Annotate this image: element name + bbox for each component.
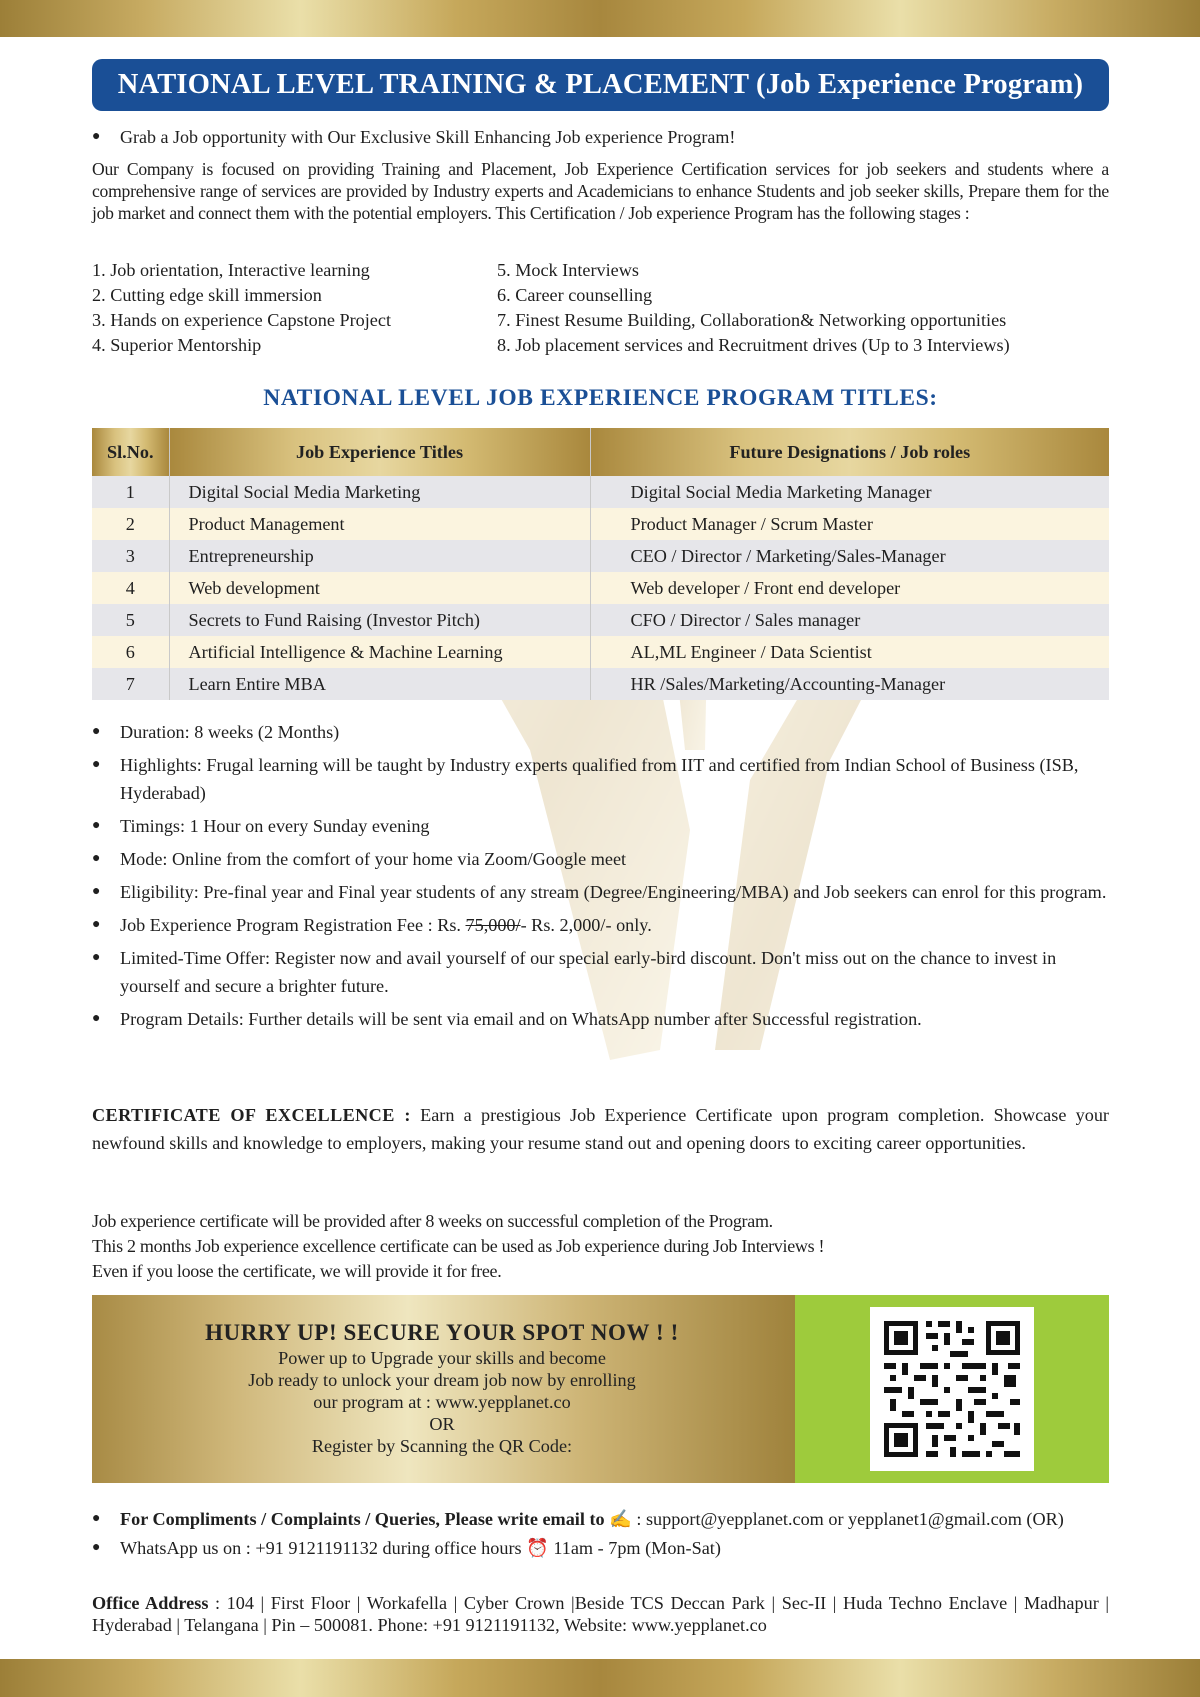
cell-sl-no: 1	[92, 476, 169, 508]
cell-title: Digital Social Media Marketing	[169, 476, 590, 508]
office-address	[92, 1592, 1109, 1636]
cta-website[interactable]: our program at : www.yepplanet.co	[313, 1392, 571, 1412]
intro-bullet-text: Grab a Job opportunity with Our Exclusive Skill Enhancing Job experience Program!	[120, 127, 736, 147]
bullet-icon: ●	[92, 129, 101, 144]
certificate-note: Job experience certificate will be provided after 8 weeks on successful completion of the Program.	[92, 1211, 773, 1231]
table-header-row	[92, 428, 1109, 476]
cell-roles: Product Manager / Scrum Master	[590, 508, 1109, 540]
cell-roles: HR /Sales/Marketing/Accounting-Manager	[590, 668, 1109, 700]
qr-code-graphic	[870, 1307, 1034, 1471]
certificate-text: Earn a prestigious Job Experience Certificate upon program completion. Showcase your newfound skills and knowledge to employers, making your resume stand out and opening doors to exciting career opportunities.	[92, 1105, 1109, 1153]
cell-title: Web development	[169, 572, 590, 604]
cta-banner	[92, 1295, 1109, 1483]
cta-title: HURRY UP! SECURE YOUR SPOT NOW ! !	[205, 1320, 679, 1345]
offer-text: Limited-Time Offer: Register now and avail yourself of our special early-bird discount. Don't miss out on the chance to invest in yourself and secure a brighter future.	[120, 948, 1057, 996]
program-titles-heading: NATIONAL LEVEL JOB EXPERIENCE PROGRAM TITLES:	[263, 385, 938, 411]
stage-item: 4. Superior Mentorship	[92, 335, 262, 355]
qr-code-icon[interactable]	[870, 1307, 1034, 1471]
mode-text: Mode: Online from the comfort of your home via Zoom/Google meet	[120, 849, 627, 869]
cell-sl-no: 6	[92, 636, 169, 668]
cell-title: Learn Entire MBA	[169, 668, 590, 700]
duration-text: Duration: 8 weeks (2 Months)	[120, 722, 340, 742]
cell-sl-no: 5	[92, 604, 169, 636]
stage-item: 8. Job placement services and Recruitment drives (Up to 3 Interviews)	[497, 335, 1010, 355]
bullet-icon: ●	[92, 884, 101, 899]
office-address-text: : 104 | First Floor | Workafella | Cyber Crown |Beside TCS Deccan Park | Sec-II | Huda Techno Enclave | Madhapur | Hyderabad | Telangana | Pin – 500081. Phone: +91 9121191132, Website: www.yepplanet.co	[92, 1593, 1109, 1635]
list-item	[92, 1005, 1109, 1033]
email-label: For Compliments / Complaints / Queries, Please write email to	[120, 1509, 605, 1529]
highlights-text: Highlights: Frugal learning will be taught by Industry experts qualified from IIT and certified from Indian School of Business (ISB, Hyderabad)	[120, 755, 1079, 803]
contact-section	[92, 1508, 1109, 1559]
cta-line: OR	[429, 1414, 455, 1434]
table-row	[92, 572, 1109, 604]
certificate-notes	[92, 1209, 1109, 1284]
cell-title: Entrepreneurship	[169, 540, 590, 572]
bullet-icon: ●	[92, 1511, 101, 1526]
list-item	[92, 751, 1109, 807]
whatsapp-text: WhatsApp us on : +91 9121191132 during office hours	[120, 1538, 522, 1558]
fee-prefix: Job Experience Program Registration Fee : Rs.	[120, 915, 466, 935]
cell-sl-no: 2	[92, 508, 169, 540]
cta-text-block	[157, 1322, 727, 1457]
bullet-icon: ●	[92, 757, 101, 772]
stages-right-column	[497, 258, 1117, 358]
bullet-icon: ●	[92, 1011, 101, 1026]
column-header-roles: Future Designations / Job roles	[590, 428, 1109, 476]
certificate-label: CERTIFICATE OF EXCELLENCE :	[92, 1105, 411, 1125]
certificate-note: Even if you loose the certificate, we will provide it for free.	[92, 1261, 502, 1281]
page-title: NATIONAL LEVEL TRAINING & PLACEMENT (Job Experience Program)	[117, 69, 1084, 100]
bullet-icon: ●	[92, 1540, 101, 1555]
page-title-banner	[92, 59, 1109, 111]
list-item	[92, 944, 1109, 1000]
stage-item: 3. Hands on experience Capstone Project	[92, 310, 391, 330]
office-hours: 11am - 7pm (Mon-Sat)	[548, 1538, 721, 1558]
list-item	[92, 1537, 1109, 1559]
cell-sl-no: 7	[92, 668, 169, 700]
bullet-icon: ●	[92, 818, 101, 833]
table-row	[92, 636, 1109, 668]
fee-old-price: 75,000/	[465, 915, 521, 935]
bullet-icon: ●	[92, 724, 101, 739]
email-addresses[interactable]: : support@yepplanet.com or yepplanet1@gmail.com (OR)	[631, 1509, 1064, 1529]
intro-paragraph: Our Company is focused on providing Training and Placement, Job Experience Certification services for job seekers and students where a comprehensive range of services are provided by Industry experts and Academicians to enhance Students and job seeker skills, Prepare them for the job market and connect them with the potential employers. This Certification / Job experience Program has the following stages :	[92, 159, 1109, 223]
column-header-titles: Job Experience Titles	[169, 428, 590, 476]
certificate-note: This 2 months Job experience excellence certificate can be used as Job experience during Job Interviews !	[92, 1236, 825, 1256]
table-row	[92, 540, 1109, 572]
list-item	[92, 911, 1109, 939]
list-item	[92, 1508, 1109, 1530]
cell-roles: CEO / Director / Marketing/Sales-Manager	[590, 540, 1109, 572]
cell-roles: Web developer / Front end developer	[590, 572, 1109, 604]
program-titles-table	[92, 428, 1109, 700]
list-item	[92, 878, 1109, 906]
column-header-sl-no: Sl.No.	[92, 428, 169, 476]
writing-hand-icon: ✍	[609, 1509, 632, 1529]
top-gold-band	[0, 0, 1200, 37]
table-row	[92, 508, 1109, 540]
alarm-clock-icon: ⏰	[526, 1538, 549, 1558]
stage-item: 2. Cutting edge skill immersion	[92, 285, 322, 305]
certificate-paragraph	[92, 1101, 1109, 1157]
cell-sl-no: 3	[92, 540, 169, 572]
office-label: Office Address	[92, 1593, 209, 1613]
cell-title: Artificial Intelligence & Machine Learning	[169, 636, 590, 668]
timings-text: Timings: 1 Hour on every Sunday evening	[120, 816, 430, 836]
bullet-icon: ●	[92, 851, 101, 866]
stages-left-column	[92, 258, 492, 358]
bullet-icon: ●	[92, 917, 101, 932]
stage-item: 5. Mock Interviews	[497, 260, 639, 280]
program-details-text: Program Details: Further details will be sent via email and on WhatsApp number after Successful registration.	[120, 1009, 922, 1029]
cta-line: Job ready to unlock your dream job now by enrolling	[248, 1370, 636, 1390]
list-item	[92, 845, 1109, 873]
bottom-gold-band	[0, 1659, 1200, 1697]
stage-item: 6. Career counselling	[497, 285, 653, 305]
cell-sl-no: 4	[92, 572, 169, 604]
stage-item: 7. Finest Resume Building, Collaboration& Networking opportunities	[497, 310, 1007, 330]
cell-roles: AL,ML Engineer / Data Scientist	[590, 636, 1109, 668]
cell-title: Secrets to Fund Raising (Investor Pitch)	[169, 604, 590, 636]
cell-roles: Digital Social Media Marketing Manager	[590, 476, 1109, 508]
fee-new-price: - Rs. 2,000/- only.	[520, 915, 652, 935]
cell-title: Product Management	[169, 508, 590, 540]
list-item	[92, 812, 1109, 840]
cta-line: Register by Scanning the QR Code:	[311, 1436, 573, 1456]
stage-item: 1. Job orientation, Interactive learning	[92, 260, 370, 280]
cta-line: Power up to Upgrade your skills and become	[278, 1348, 606, 1368]
list-item	[92, 718, 1109, 746]
program-details-list	[92, 718, 1109, 1038]
cell-roles: CFO / Director / Sales manager	[590, 604, 1109, 636]
table-row	[92, 668, 1109, 700]
bullet-icon: ●	[92, 950, 101, 965]
eligibility-text: Eligibility: Pre-final year and Final year students of any stream (Degree/Engineering/MBA) and Job seekers can enrol for this program.	[120, 882, 1107, 902]
table-row	[92, 604, 1109, 636]
table-row	[92, 476, 1109, 508]
